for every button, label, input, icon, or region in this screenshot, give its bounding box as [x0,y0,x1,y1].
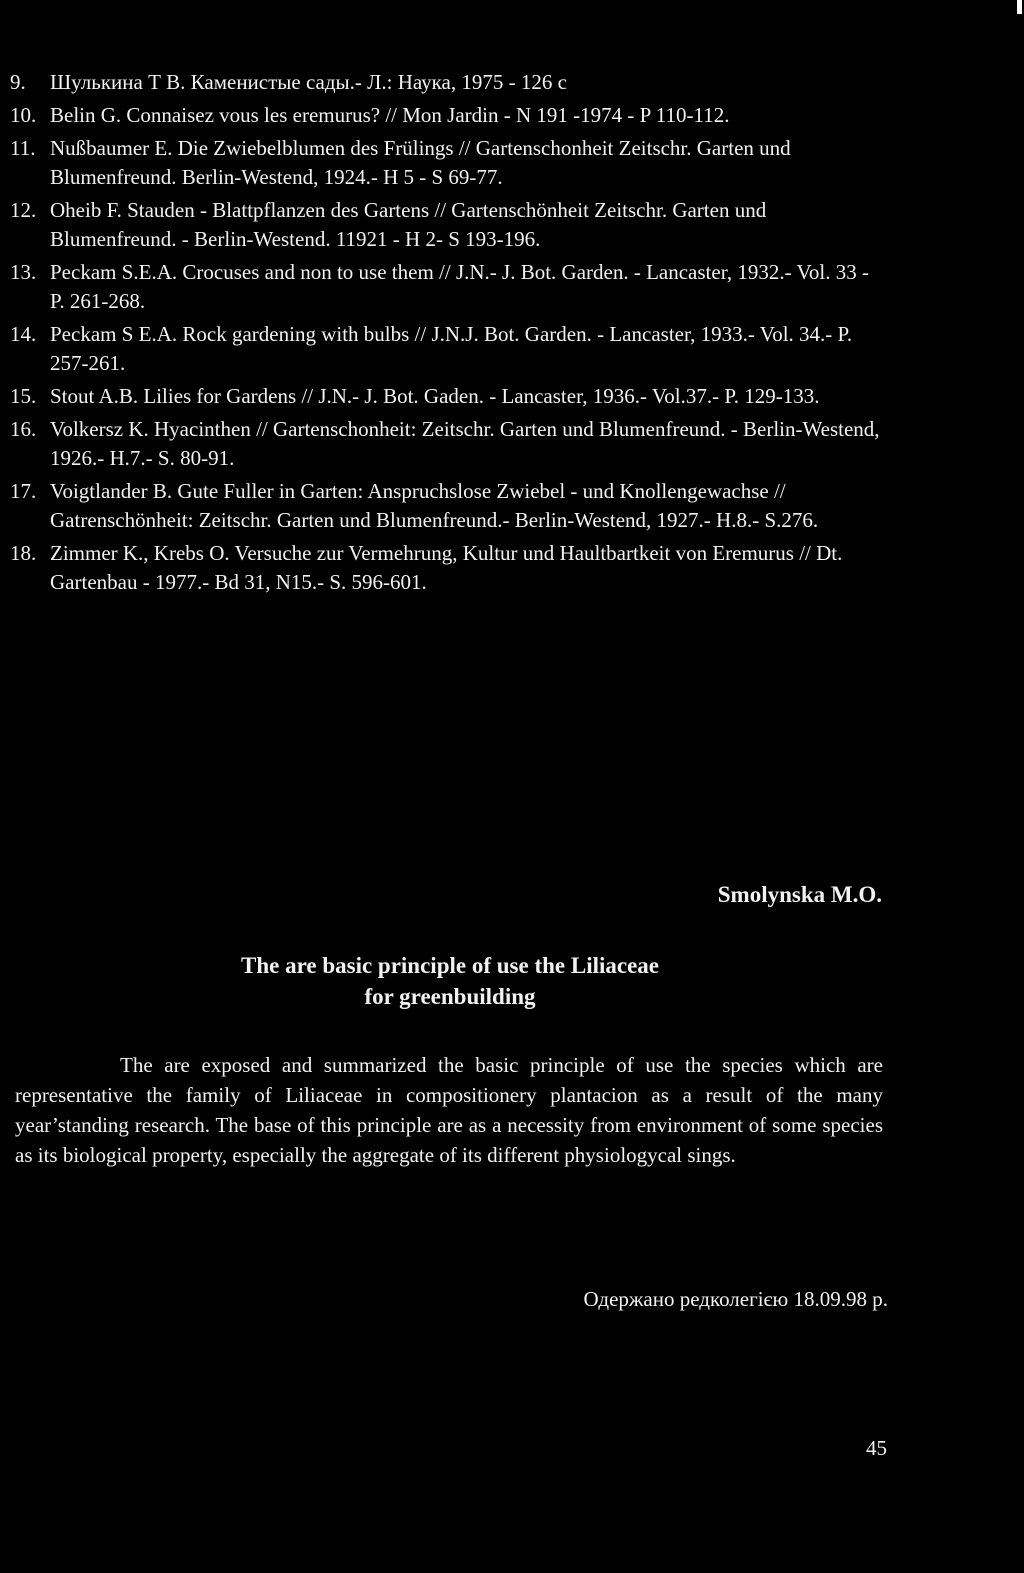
reference-item [10,134,880,192]
reference-number: 14. [10,322,37,346]
reference-item [10,539,880,597]
article-title [150,950,750,1012]
abstract-paragraph: The are exposed and summarized the basic principle of use the species which are representative the family of Liliaceae in compositionery plantacion as a result of the many year’standing research. The base of this principle are as a necessity from environment of some species as its biological property, especially the aggregate of its different physiologycal sings. [15,1053,883,1167]
reference-text: Belin G. Connaisez vous les eremurus? // Mon Jardin - N 191 -1974 - P 110-112. [50,103,730,127]
reference-text: Zimmer K., Krebs O. Versuche zur Vermehrung, Kultur und Haultbartkeit von Eremurus // Dt. Gartenbau - 1977.- Bd 31, N15.- S. 596-601. [50,541,843,594]
reference-number: 18. [10,541,37,565]
scan-artifact [1017,0,1022,14]
reference-text: Voigtlander B. Gute Fuller in Garten: Anspruchslose Zwiebel - und Knollengewachse // Gatrenschönheit: Zeitschr. Garten und Blumenfreund.- Berlin-Westend, 1927.- H.8.- S.276. [50,479,819,532]
reference-number: 16. [10,417,37,441]
reference-item [10,101,880,130]
reference-list [10,68,880,601]
reference-number: 9. [10,70,26,94]
reference-number: 12. [10,198,37,222]
reference-number: 10. [10,103,37,127]
reference-item [10,415,880,473]
reference-item [10,382,880,411]
title-line: The are basic principle of use the Liliaceae [240,953,659,978]
reference-text: Stout A.B. Lilies for Gardens // J.N.- J. Bot. Gaden. - Lancaster, 1936.- Vol.37.- P. 129-133. [50,384,820,408]
reference-text: Шулькина Т В. Каменистые сады.- Л.: Наука, 1975 - 126 с [50,70,567,94]
reference-number: 11. [10,136,36,160]
title-line: for greenbuilding [364,984,536,1009]
received-date-note: Одержано редколегією 18.09.98 р. [583,1287,888,1311]
reference-item [10,68,880,97]
reference-text: Nußbaumer E. Die Zwiebelblumen des Frülings // Gartenschonheit Zeitschr. Garten und Blumenfreund. Berlin-Westend, 1924.- H 5 - S 69-77. [50,136,791,189]
reference-item [10,258,880,316]
reference-item [10,196,880,254]
reference-number: 15. [10,384,37,408]
page-number: 45 [866,1436,887,1460]
reference-text: Peckam S.E.A. Crocuses and non to use them // J.N.- J. Bot. Garden. - Lancaster, 1932.- Vol. 33 - P. 261-268. [50,260,869,313]
reference-item [10,320,880,378]
reference-item [10,477,880,535]
reference-text: Peckam S E.A. Rock gardening with bulbs // J.N.J. Bot. Garden. - Lancaster, 1933.- Vol. 34.- P. 257-261. [50,322,853,375]
author-name: Smolynska M.O. [717,882,882,907]
reference-number: 13. [10,260,37,284]
reference-number: 17. [10,479,37,503]
reference-text: Volkersz K. Hyacinthen // Gartenschonheit: Zeitschr. Garten und Blumenfreund. - Berlin-Westend, 1926.- H.7.- S. 80-91. [50,417,880,470]
reference-text: Oheib F. Stauden - Blattpflanzen des Gartens // Gartenschönheit Zeitschr. Garten und Blumenfreund. - Berlin-Westend. 11921 - H 2- S 193-196. [50,198,767,251]
